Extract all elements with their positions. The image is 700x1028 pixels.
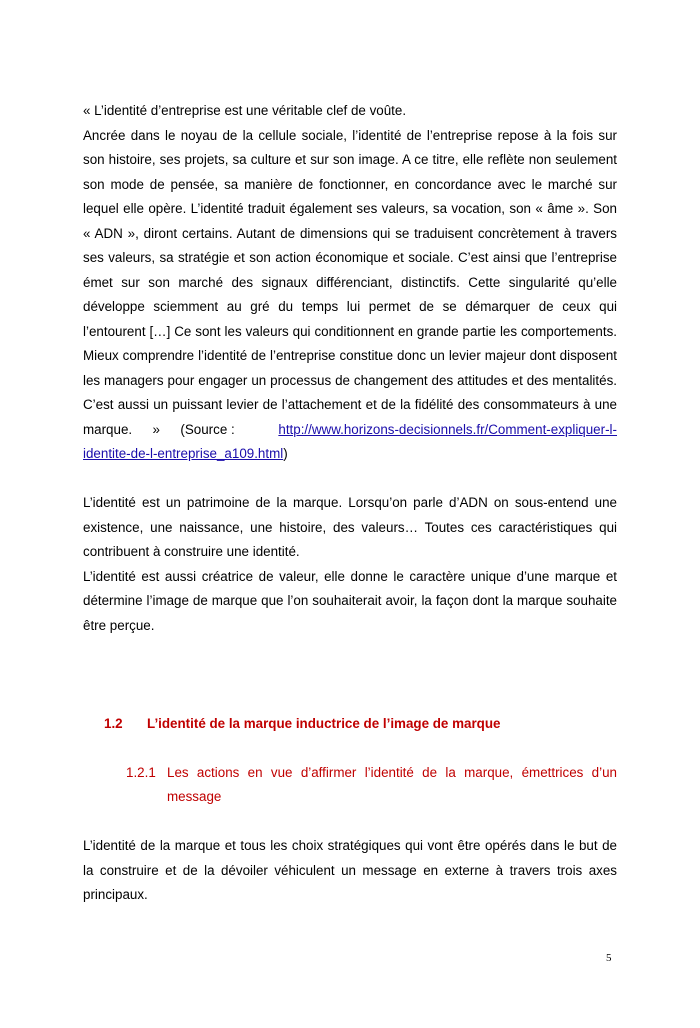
quote-body-text: Ancrée dans le noyau de la cellule sociale, l’identité de l’entreprise repose à la fois sur son histoire, ses projets, sa culture et sur son image. A ce titre, elle reflète non seulement son mode de pensée, sa manière de fonctionner, en concordance avec le marché sur lequel elle opère. L’identité traduit également ses valeurs, sa vocation, son « âme ». Son « ADN », diront certains. Autant de dimensions qui se traduisent concrètement à travers ses valeurs, sa stratégie et son action économique et sociale. C’est ainsi que l’entreprise émet sur son marché des signaux différenciant, distinctifs. Cette singularité qu’elle développe sciemment au gré du temps lui permet de se démarquer de ceux qui l’entourent […] Ce sont les valeurs qui conditionnent en grande partie les comportements. Mieux comprendre l’identité de l’entreprise constitue donc un levier majeur dont disposent les managers pour engager un processus de changement des attitudes et des mentalités. C’est aussi un puissant levier de l’attachement et de la fidélité des consommateurs à une marque. » (83, 127, 617, 437)
spacer (83, 810, 617, 835)
source-link[interactable]: http://www.horizons-decisionnels.fr/Comment-expliquer-l-identite-de-l-entreprise_a109.html (83, 421, 617, 461)
quote-source-close: ) (283, 446, 288, 461)
section-number: 1.2 (104, 715, 123, 731)
spacer (83, 736, 617, 761)
spacer (83, 687, 617, 712)
spacer (83, 663, 617, 688)
quote-body (83, 124, 617, 467)
subsection-number: 1.2.1 (126, 764, 156, 780)
quote-source-label: (Source : (180, 421, 235, 437)
quote-first-line: « L’identité d’entreprise est une véritable clef de voûte. (83, 103, 407, 118)
paragraph-identity-value: L’identité est aussi créatrice de valeur, elle donne le caractère unique d’une marque et détermine l’image de marque que l’on souhaiterait avoir, la façon dont la marque souhaite être perçue. (83, 568, 617, 633)
section-heading-1-2-1 (83, 761, 617, 810)
paragraph-identity-heritage: L’identité est un patrimoine de la marque. Lorsqu’on parle d’ADN on sous-entend une existence, une naissance, une histoire, des valeurs… Toutes ces caractéristiques qui contribuent à construire une identité. (83, 495, 617, 559)
page-number: 5 (606, 952, 612, 964)
section-heading-1-2 (83, 712, 617, 737)
spacer (83, 638, 617, 663)
section-title: L’identité de la marque inductrice de l’image de marque (147, 715, 501, 731)
spacer (83, 467, 617, 492)
subsection-title: Les actions en vue d’affirmer l’identité de la marque, émettrices d’un message (167, 764, 617, 804)
document-page (83, 99, 617, 908)
paragraph-message-axes: L’identité de la marque et tous les choix stratégiques qui vont être opérés dans le but de la construire et de la dévoiler véhiculent un message en externe à travers trois axes principaux. (83, 838, 617, 902)
